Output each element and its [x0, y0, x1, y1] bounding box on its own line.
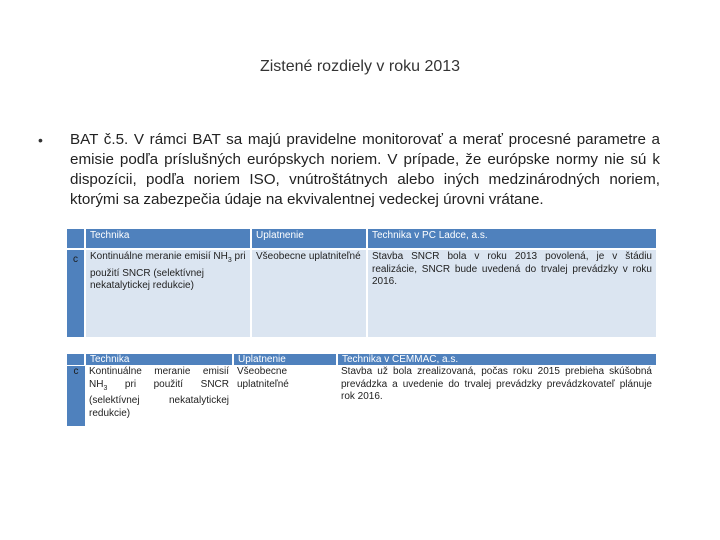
header-technika: Technika	[85, 229, 251, 249]
row-index: c	[67, 366, 85, 426]
bat-table-cemmac	[67, 354, 656, 426]
cell-uplatnenie: Všeobecne uplatniteľné	[251, 249, 367, 337]
index-header-cell	[67, 354, 85, 366]
bullet-marker: •	[38, 132, 43, 148]
bullet-text: BAT č.5. V rámci BAT sa majú pravidelne monitorovať a merať procesné parametre a emisie podľa príslušných európskych noriem. V prípade, že európske normy nie sú k dispozícii, podľa noriem ISO, vnútroštátnych alebo iných medzinárodných noriem, ktorými sa zabezpečia údaje na ekvivalentnej vedeckej úrovni vrátane.	[70, 131, 660, 208]
header-technika: Technika	[85, 354, 233, 366]
cell-technika-pc: Stavba SNCR bola v roku 2013 povolená, je v štádiu realizácie, SNCR bude uvedená do trvalej prevádzky v roku 2016.	[367, 249, 656, 337]
header-uplatnenie: Uplatnenie	[251, 229, 367, 249]
header-technika-pc: Technika v PC Ladce, a.s.	[367, 229, 656, 249]
table-row	[67, 366, 656, 426]
table-header-row	[67, 354, 656, 366]
index-header-cell	[67, 229, 85, 249]
table-header-row	[67, 229, 656, 249]
cell-uplatnenie: Všeobecne uplatniteľné	[233, 366, 337, 426]
bat-table-pc-ladce	[67, 229, 656, 337]
cell-technika-cemmac: Stavba už bola zrealizovaná, počas roku 2015 prebieha skúšobná prevádzka a uvedenie do trvalej prevádzky prevádzkovateľ plánuje rok 2016.	[337, 366, 656, 426]
row-index: c	[67, 249, 85, 337]
table-row	[67, 249, 656, 337]
page-title: Zistené rozdiely v roku 2013	[259, 58, 461, 75]
cell-technika: Kontinuálne meranie emisií $NH_3$ pri použití SNCR (selektívnej nekatalytickej redukcie)	[85, 366, 233, 426]
header-uplatnenie: Uplatnenie	[233, 354, 337, 366]
cell-technika: Kontinuálne meranie emisií $NH_3$ pri použití SNCR (selektívnej nekatalytickej redukcie)	[85, 249, 251, 337]
header-technika-cemmac: Technika v CEMMAC, a.s.	[337, 354, 656, 366]
